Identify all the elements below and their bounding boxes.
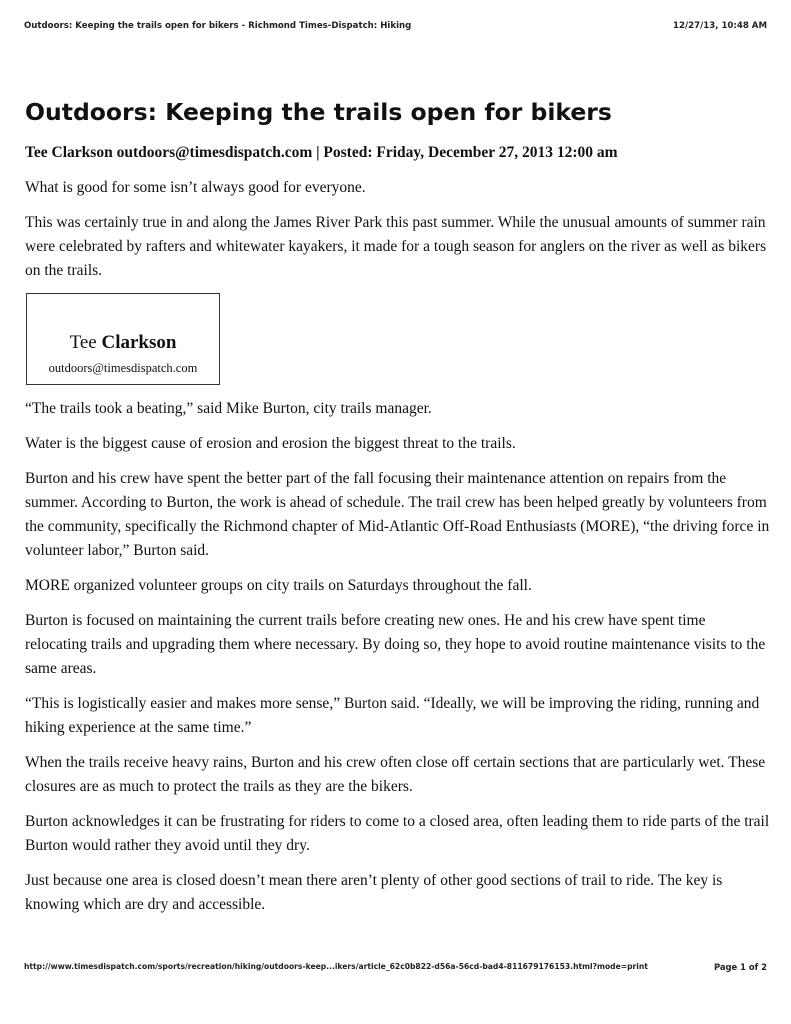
article-paragraph: Burton acknowledges it can be frustrating for riders to come to a closed area, often leading them to ride parts of the trail Burton would rather they avoid until they dry. <box>25 813 770 854</box>
author-last-name: Clarkson <box>101 332 177 353</box>
article-paragraph: Burton is focused on maintaining the current trails before creating new ones. He and his crew have spent time relocating trails and upgrading them where necessary. By doing so, they hope to avoid routine maintenance visits to the same areas. <box>25 612 766 677</box>
print-header <box>24 21 767 35</box>
author-card <box>26 293 220 385</box>
article-paragraph: This was certainly true in and along the James River Park this past summer. While the unusual amounts of summer rain were celebrated by rafters and whitewater kayakers, it made for a tough season for anglers on the river as well as bikers on the trails. <box>25 214 767 279</box>
author-first-name: Tee <box>69 332 97 353</box>
author-card-email: outdoors@timesdispatch.com <box>48 361 198 375</box>
article-byline: Tee Clarkson outdoors@timesdispatch.com | Posted: Friday, December 27, 2013 12:00 am <box>25 144 618 161</box>
print-header-timestamp: 12/27/13, 10:48 AM <box>673 21 767 31</box>
article-paragraph: “The trails took a beating,” said Mike Burton, city trails manager. <box>25 400 432 417</box>
print-footer-url: http://www.timesdispatch.com/sports/recreation/hiking/outdoors-keep...ikers/article_62c0b822-d56a-56cd-bad4-811679176153.html?mode=print <box>24 962 648 971</box>
article-title: Outdoors: Keeping the trails open for bikers <box>25 98 612 126</box>
article-paragraph: MORE organized volunteer groups on city trails on Saturdays throughout the fall. <box>25 577 532 594</box>
article-paragraph: Water is the biggest cause of erosion and erosion the biggest threat to the trails. <box>25 435 516 452</box>
print-footer-page-number: Page 1 of 2 <box>713 962 767 972</box>
article-paragraph: What is good for some isn’t always good for everyone. <box>25 179 366 196</box>
print-footer <box>24 962 767 976</box>
article-paragraph: When the trails receive heavy rains, Burton and his crew often close off certain sections that are particularly wet. These closures are as much to protect the trails as they are the bikers. <box>25 754 766 795</box>
article-paragraph: Burton and his crew have spent the better part of the fall focusing their maintenance attention on repairs from the summer. According to Burton, the work is ahead of schedule. The trail crew has been helped greatly by volunteers from the community, specifically the Richmond chapter of Mid-Atlantic Off-Road Enthusiasts (MORE), “the driving force in volunteer labor,” Burton said. <box>25 470 770 559</box>
print-header-title: Outdoors: Keeping the trails open for bikers - Richmond Times-Dispatch: Hiking <box>24 21 412 31</box>
author-card-name <box>27 332 219 354</box>
article-paragraph: Just because one area is closed doesn’t mean there aren’t plenty of other good sections of trail to ride. The key is knowing which are dry and accessible. <box>25 872 723 913</box>
article-body <box>25 176 770 928</box>
article-paragraph: “This is logistically easier and makes more sense,” Burton said. “Ideally, we will be improving the riding, running and hiking experience at the same time.” <box>25 695 760 736</box>
